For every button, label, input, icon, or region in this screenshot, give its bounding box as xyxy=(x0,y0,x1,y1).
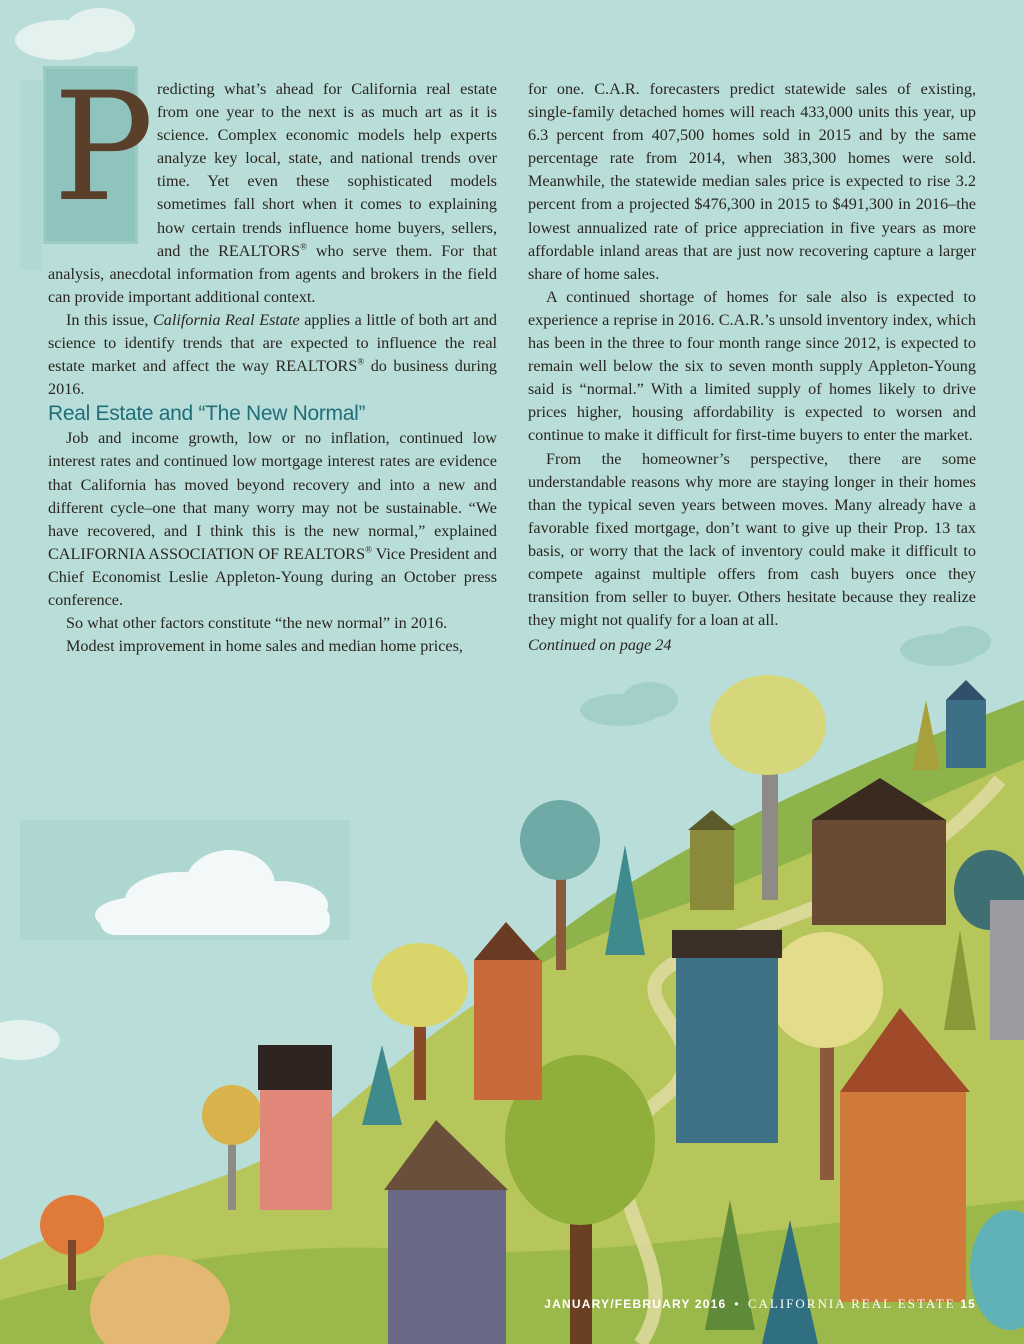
factors-paragraph: So what other factors constitute “the new normal” in 2016. xyxy=(66,614,448,633)
dropcap-box xyxy=(43,61,154,244)
issue-overview-paragraph xyxy=(48,309,497,401)
forecast-paragraph: for one. C.A.R. forecasters predict statewide sales of existing, single-family detached homes will reach 433,000 units this year, up 6.3 percent from 407,500 homes sold in 2015 and by the same percentage rate from 2014, when 383,300 homes were sold. Meanwhile, the statewide median sales price is expected to rise 3.2 percent from a projected $476,300 in 2015 to $491,300 in 2016–the lowest annualized rate of price appreciation in five years as more affordable inland areas that are just now recovering capture a larger share of home sales. xyxy=(528,80,976,283)
text-run: Job and income growth, low or no inflation, continued low interest rates and continued low mortgage interest rates are evidence that California has moved beyond recovery and into a new and different cycle–one that many worry may not be sustainable. “We have recovered, and I think this is the new normal,” explained CALIFORNIA ASSOCIATION OF REALTORS xyxy=(48,429,497,563)
homeowner-paragraph: From the homeowner’s perspective, there are some understandable reasons why more are staying longer in their homes than the typical seven years between moves. Many already have a favorable fixed mortgage, don’t want to give up their Prop. 13 tax basis, or worry that the lack of inventory could make it difficult to compete against multiple offers from cash buyers once they transition from seller to buyer. Others hesitate because they realize they might not qualify for a loan at all. xyxy=(528,449,976,630)
home-sales-paragraph-start: Modest improvement in home sales and median home prices, xyxy=(66,637,463,656)
registered-mark: ® xyxy=(365,544,372,555)
registered-mark: ® xyxy=(357,356,365,367)
continued-link[interactable]: Continued on page 24 xyxy=(528,636,672,655)
new-normal-paragraph xyxy=(48,427,497,612)
issue-date: JANUARY/FEBRUARY 2016 xyxy=(544,1297,727,1311)
publication-title: California Real Estate xyxy=(152,310,300,329)
text-run: In this issue, xyxy=(66,310,153,329)
text-run: applies a little of both art and science to identify trends that are expected to influence the real estate market and affect the way REALTORS xyxy=(48,310,497,376)
dropcap-letter: P xyxy=(53,61,154,235)
page-footer xyxy=(544,1296,976,1312)
separator-bullet: • xyxy=(734,1297,740,1311)
section-subhead: Real Estate and “The New Normal” xyxy=(48,402,366,426)
text-run: Vice President and Chief Economist Leslie Appleton-Young during an October press conference. xyxy=(48,544,497,609)
inventory-paragraph: A continued shortage of homes for sale also is expected to experience a reprise in 2016. C.A.R.’s unsold inventory index, which has been in the three to four month range since 2012, is expected to remain well below the six to seven month supply Appleton-Young said is “normal.” With a limited supply of homes likely to drive prices higher, housing affordability is expected to worsen and continue to make it difficult for first-time buyers to enter the market. xyxy=(528,287,976,445)
registered-mark: ® xyxy=(300,241,307,252)
intro-text: redicting what’s ahead for California real estate from one year to the next is as much art as it is science. Complex economic models help experts analyze key local, state, and national trends over time. Yet even these sophisticated models sometimes fall short when it comes to explaining how certain trends influence home buyers, sellers, and the REALTORS xyxy=(157,80,497,260)
magazine-name: CALIFORNIA REAL ESTATE xyxy=(747,1296,956,1311)
article-right-column xyxy=(528,78,976,657)
intro-paragraph xyxy=(48,61,497,309)
intro-text-tail: who serve them. For that analysis, anecdotal information from agents and brokers in the field can provide important additional context. xyxy=(48,241,497,306)
text-run: do business during 2016. xyxy=(48,357,498,399)
article-left-column xyxy=(48,61,498,658)
page-number: 15 xyxy=(960,1297,976,1311)
